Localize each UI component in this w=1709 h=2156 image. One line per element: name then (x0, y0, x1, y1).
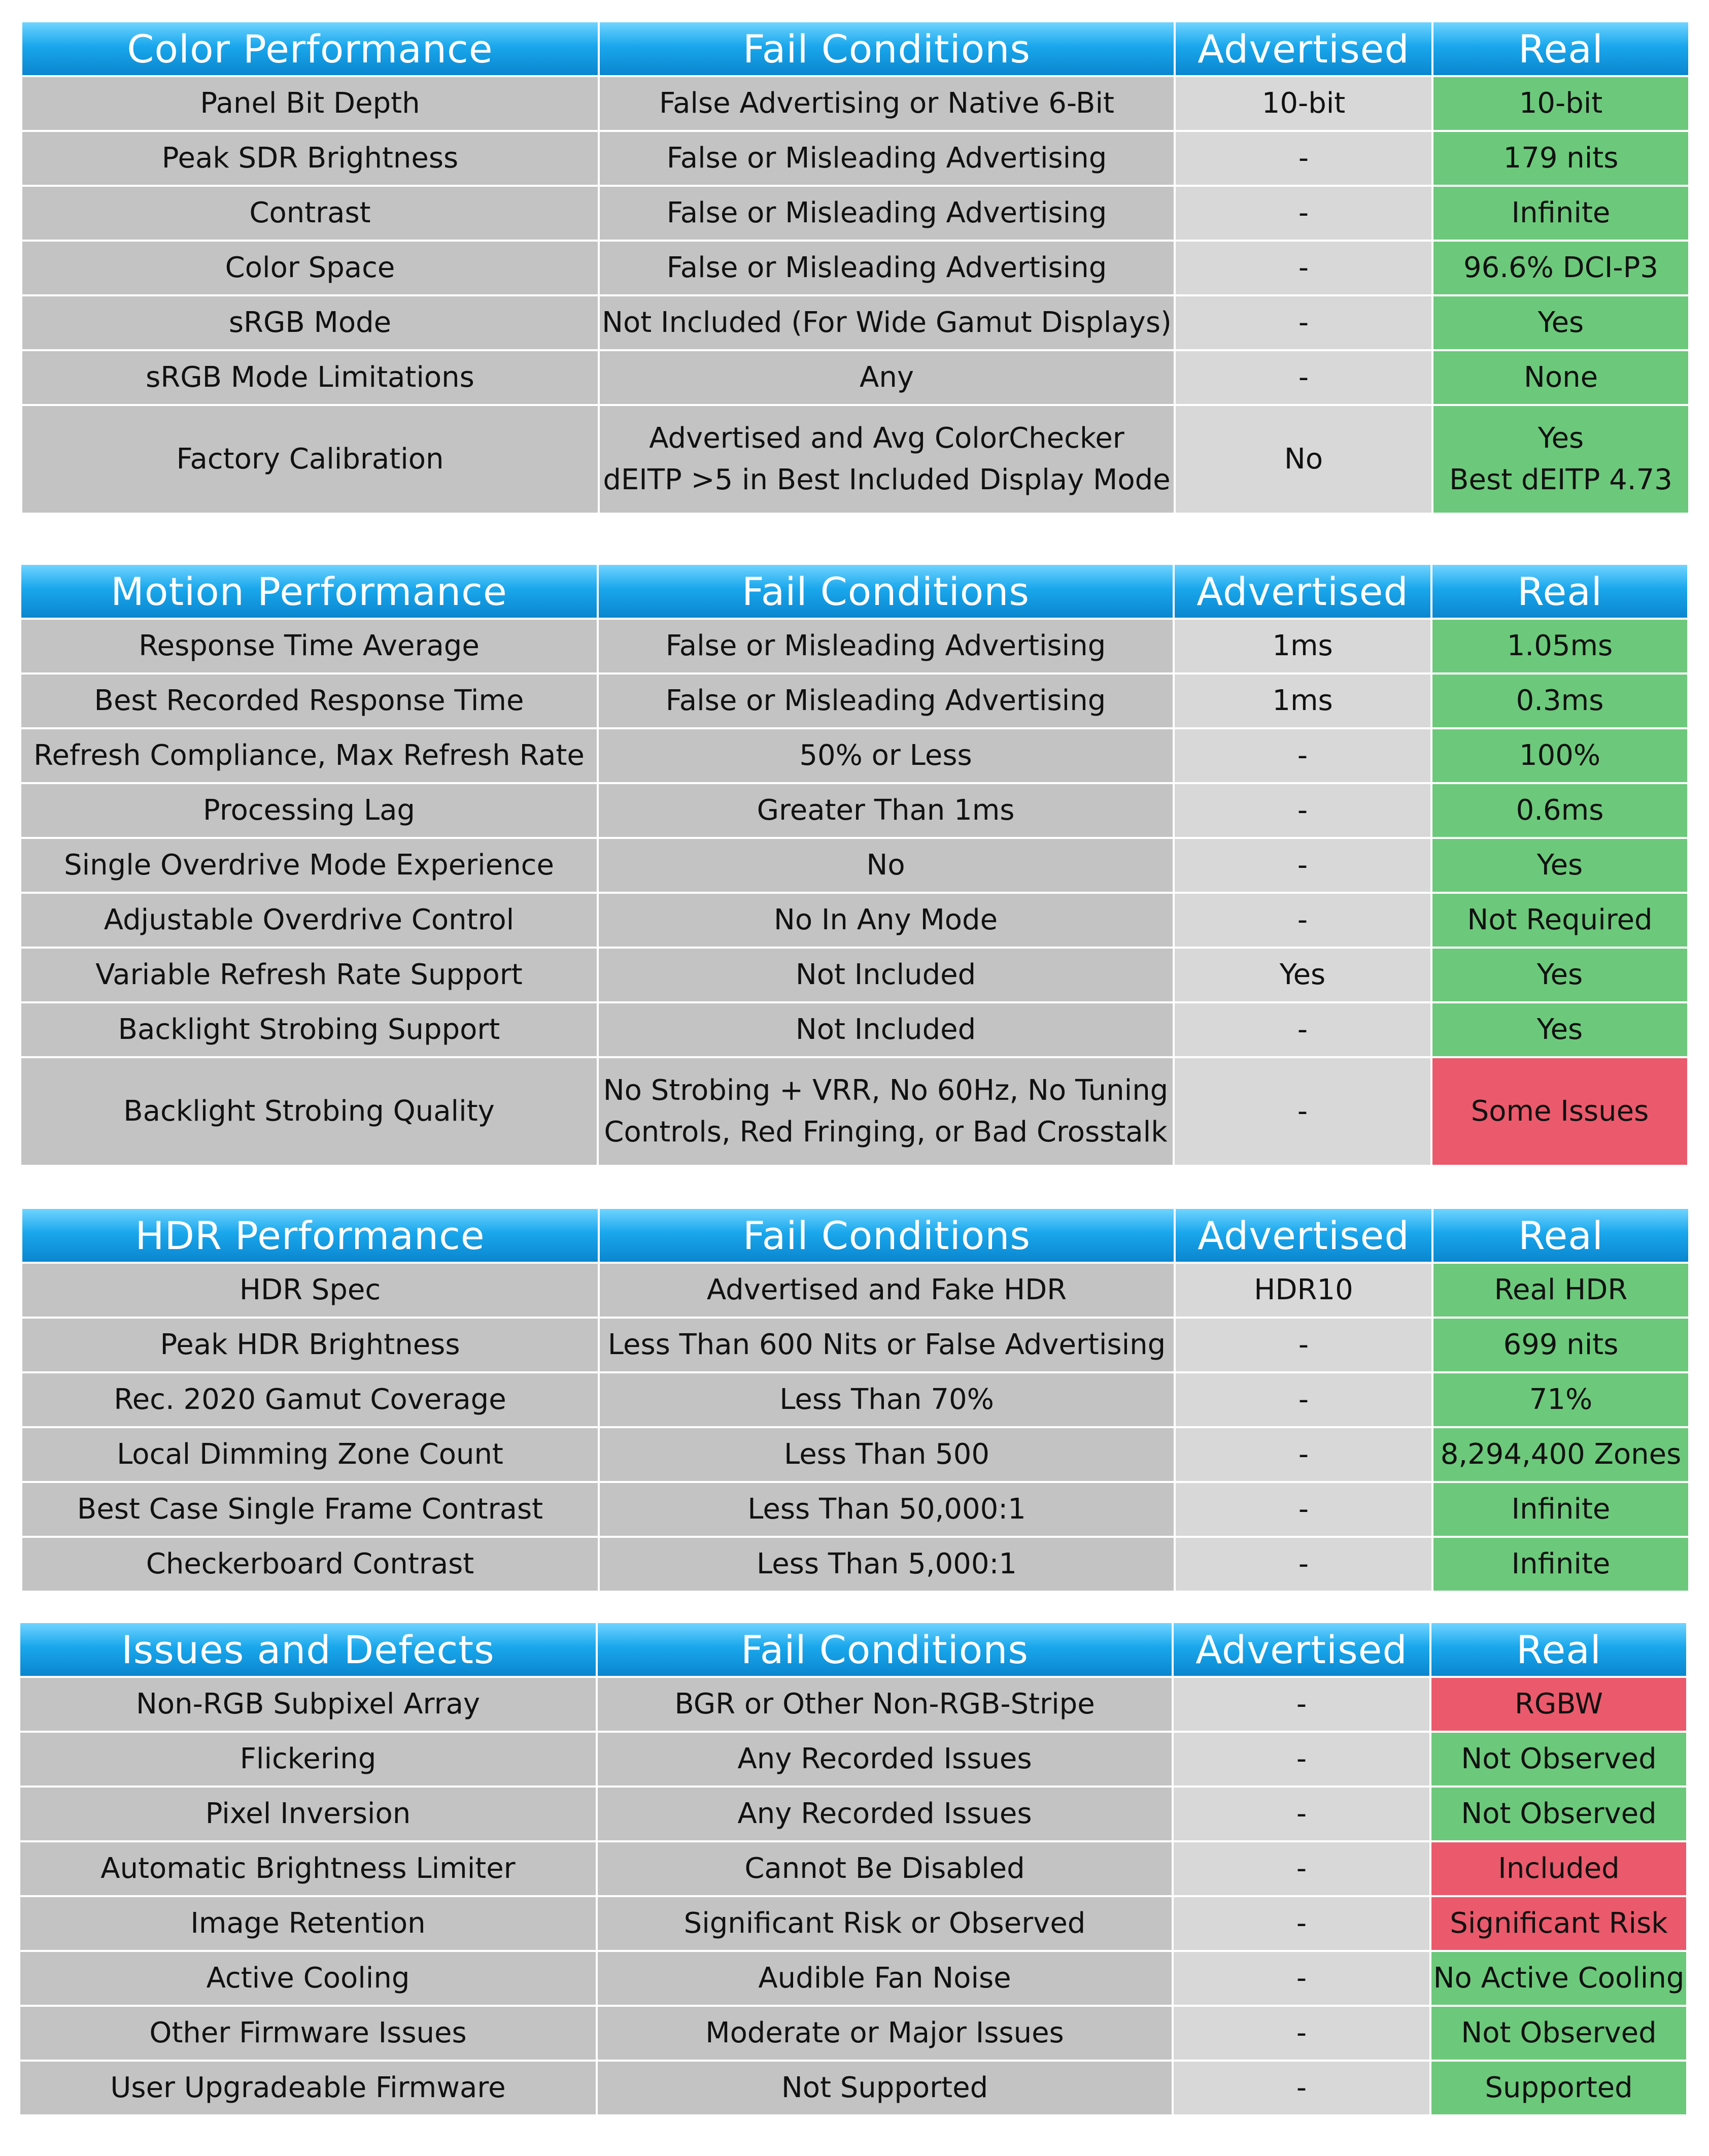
table-row (20, 893, 1688, 948)
fail-condition: Not Included (For Wide Gamut Displays) (599, 295, 1175, 350)
row-label: Backlight Strobing Quality (20, 1057, 598, 1166)
table-row (21, 186, 1689, 241)
fail-condition (599, 405, 1175, 514)
advertised-value: 1ms (1174, 673, 1431, 728)
table-row (20, 838, 1688, 893)
fail-condition: Less Than 50,000:1 (599, 1482, 1175, 1537)
advertised-value: - (1174, 1057, 1431, 1166)
table-header (19, 1622, 1687, 1677)
fail-condition: Greater Than 1ms (598, 783, 1174, 838)
row-label: Color Space (21, 241, 599, 295)
real-value: Infinite (1432, 186, 1689, 241)
advertised-value: 10-bit (1175, 76, 1432, 131)
fail-condition: No (598, 838, 1174, 893)
fail-condition: False or Misleading Advertising (599, 186, 1175, 241)
real-value: None (1432, 350, 1689, 405)
row-label: Peak SDR Brightness (21, 131, 599, 186)
advertised-value: - (1173, 2061, 1430, 2115)
table-row (21, 295, 1689, 350)
motion-performance-table (19, 563, 1689, 1167)
advertised-value: - (1175, 1537, 1432, 1592)
advertised-value: - (1173, 1841, 1430, 1896)
advertised-value: - (1173, 1677, 1430, 1732)
table-row (20, 673, 1688, 728)
fail-condition: Moderate or Major Issues (597, 2006, 1173, 2061)
row-label: Backlight Strobing Support (20, 1002, 598, 1057)
advertised-value: 1ms (1174, 619, 1431, 673)
issues-and-defects-table (18, 1621, 1688, 2116)
advertised-value: - (1173, 1787, 1430, 1841)
real-value: 699 nits (1432, 1318, 1689, 1372)
real-header: Real (1432, 21, 1689, 76)
fail-condition: Any (599, 350, 1175, 405)
fail-condition: Significant Risk or Observed (597, 1896, 1173, 1951)
table-row (19, 2061, 1687, 2115)
real-value: Yes (1431, 948, 1688, 1002)
table-row (19, 1841, 1687, 1896)
fail-condition: Less Than 500 (599, 1427, 1175, 1482)
fail-conditions-header: Fail Conditions (597, 1622, 1173, 1677)
fail-condition: Not Included (598, 1002, 1174, 1057)
row-label: Refresh Compliance, Max Refresh Rate (20, 728, 598, 783)
real-value (1432, 405, 1689, 514)
table-row (21, 1427, 1689, 1482)
row-label: Processing Lag (20, 783, 598, 838)
table-row (20, 1057, 1688, 1166)
real-value: Yes (1431, 1002, 1688, 1057)
fail-condition: False or Misleading Advertising (599, 131, 1175, 186)
row-label: sRGB Mode Limitations (21, 350, 599, 405)
row-label: HDR Spec (21, 1263, 599, 1318)
real-value: Some Issues (1431, 1057, 1688, 1166)
table-row (20, 783, 1688, 838)
advertised-value: - (1174, 728, 1431, 783)
fail-condition: 50% or Less (598, 728, 1174, 783)
real-value: Supported (1430, 2061, 1687, 2115)
row-label: Response Time Average (20, 619, 598, 673)
table-row (19, 2006, 1687, 2061)
fail-condition: No In Any Mode (598, 893, 1174, 948)
row-label: Pixel Inversion (19, 1787, 597, 1841)
table-row (19, 1677, 1687, 1732)
section-title: Motion Performance (20, 564, 598, 619)
fail-condition (598, 1057, 1174, 1166)
real-value: Included (1430, 1841, 1687, 1896)
row-label: Contrast (21, 186, 599, 241)
real-value-line-1: Yes (1537, 422, 1584, 455)
row-label: User Upgradeable Firmware (19, 2061, 597, 2115)
table-row (21, 1537, 1689, 1592)
advertised-value: - (1173, 2006, 1430, 2061)
real-value: Infinite (1432, 1482, 1689, 1537)
real-value: 179 nits (1432, 131, 1689, 186)
row-label: Flickering (19, 1732, 597, 1787)
real-value: 0.6ms (1431, 783, 1688, 838)
advertised-value: - (1175, 1427, 1432, 1482)
row-label: Peak HDR Brightness (21, 1318, 599, 1372)
advertised-value: - (1175, 1372, 1432, 1427)
advertised-value: - (1175, 1318, 1432, 1372)
row-label: Other Firmware Issues (19, 2006, 597, 2061)
table-row (19, 1896, 1687, 1951)
table-row (21, 405, 1689, 514)
advertised-value: - (1175, 350, 1432, 405)
row-label: Adjustable Overdrive Control (20, 893, 598, 948)
fail-condition: False or Misleading Advertising (598, 673, 1174, 728)
fail-condition: Any Recorded Issues (597, 1787, 1173, 1841)
fail-conditions-header: Fail Conditions (598, 564, 1174, 619)
table-header (20, 564, 1688, 619)
advertised-value: - (1174, 783, 1431, 838)
advertised-value: - (1173, 1896, 1430, 1951)
real-value: Not Observed (1430, 2006, 1687, 2061)
real-value: 10-bit (1432, 76, 1689, 131)
fail-condition: Less Than 600 Nits or False Advertising (599, 1318, 1175, 1372)
fail-condition: Less Than 5,000:1 (599, 1537, 1175, 1592)
real-header: Real (1432, 1208, 1689, 1263)
fail-condition-line-1: Advertised and Avg ColorChecker (649, 422, 1124, 455)
real-value: Yes (1431, 838, 1688, 893)
table-row (19, 1951, 1687, 2006)
fail-condition: Advertised and Fake HDR (599, 1263, 1175, 1318)
table-row (19, 1787, 1687, 1841)
real-value: Not Observed (1430, 1732, 1687, 1787)
table-header (21, 21, 1689, 76)
table-row (21, 131, 1689, 186)
fail-condition: Not Supported (597, 2061, 1173, 2115)
fail-condition-line-1: No Strobing + VRR, No 60Hz, No Tuning (603, 1074, 1169, 1107)
row-label: Variable Refresh Rate Support (20, 948, 598, 1002)
table-row (21, 1372, 1689, 1427)
advertised-header: Advertised (1175, 1208, 1432, 1263)
table-row (21, 1318, 1689, 1372)
real-value-line-2: Best dEITP 4.73 (1449, 463, 1672, 496)
fail-condition: False Advertising or Native 6-Bit (599, 76, 1175, 131)
row-label: Checkerboard Contrast (21, 1537, 599, 1592)
advertised-value: Yes (1174, 948, 1431, 1002)
fail-condition: Less Than 70% (599, 1372, 1175, 1427)
advertised-value: - (1175, 186, 1432, 241)
fail-condition-line-2: Controls, Red Fringing, or Bad Crosstalk (604, 1116, 1168, 1149)
fail-condition: Audible Fan Noise (597, 1951, 1173, 2006)
row-label: Single Overdrive Mode Experience (20, 838, 598, 893)
row-label: sRGB Mode (21, 295, 599, 350)
table-row (20, 948, 1688, 1002)
real-value: No Active Cooling (1430, 1951, 1687, 2006)
advertised-value: - (1174, 1002, 1431, 1057)
real-value: Real HDR (1432, 1263, 1689, 1318)
fail-condition: Any Recorded Issues (597, 1732, 1173, 1787)
advertised-value: HDR10 (1175, 1263, 1432, 1318)
table-row (19, 1732, 1687, 1787)
table-row (20, 1002, 1688, 1057)
real-value: Not Required (1431, 893, 1688, 948)
real-header: Real (1431, 564, 1688, 619)
advertised-header: Advertised (1173, 1622, 1430, 1677)
real-value: 96.6% DCI-P3 (1432, 241, 1689, 295)
advertised-header: Advertised (1175, 21, 1432, 76)
row-label: Automatic Brightness Limiter (19, 1841, 597, 1896)
real-value: Infinite (1432, 1537, 1689, 1592)
section-title: Color Performance (21, 21, 599, 76)
real-header: Real (1430, 1622, 1687, 1677)
real-value: RGBW (1430, 1677, 1687, 1732)
color-performance-table (20, 20, 1690, 515)
row-label: Local Dimming Zone Count (21, 1427, 599, 1482)
row-label: Active Cooling (19, 1951, 597, 2006)
real-value: Not Observed (1430, 1787, 1687, 1841)
real-value: Yes (1432, 295, 1689, 350)
table-row (21, 76, 1689, 131)
fail-conditions-header: Fail Conditions (599, 1208, 1175, 1263)
fail-condition-line-2: dEITP >5 in Best Included Display Mode (603, 463, 1171, 496)
section-title: HDR Performance (21, 1208, 599, 1263)
fail-condition: False or Misleading Advertising (598, 619, 1174, 673)
advertised-value: - (1175, 241, 1432, 295)
real-value: 100% (1431, 728, 1688, 783)
real-value: 71% (1432, 1372, 1689, 1427)
section-title: Issues and Defects (19, 1622, 597, 1677)
table-row (21, 1482, 1689, 1537)
advertised-value: - (1174, 838, 1431, 893)
table-row (21, 350, 1689, 405)
fail-condition: Not Included (598, 948, 1174, 1002)
fail-conditions-header: Fail Conditions (599, 21, 1175, 76)
row-label: Non-RGB Subpixel Array (19, 1677, 597, 1732)
table-row (20, 728, 1688, 783)
table-row (21, 1263, 1689, 1318)
table-row (21, 241, 1689, 295)
fail-condition: Cannot Be Disabled (597, 1841, 1173, 1896)
advertised-value: No (1175, 405, 1432, 514)
row-label: Image Retention (19, 1896, 597, 1951)
table-row (20, 619, 1688, 673)
row-label: Best Recorded Response Time (20, 673, 598, 728)
row-label: Rec. 2020 Gamut Coverage (21, 1372, 599, 1427)
real-value: 1.05ms (1431, 619, 1688, 673)
row-label: Panel Bit Depth (21, 76, 599, 131)
fail-condition: BGR or Other Non-RGB-Stripe (597, 1677, 1173, 1732)
real-value: Significant Risk (1430, 1896, 1687, 1951)
row-label: Factory Calibration (21, 405, 599, 514)
advertised-value: - (1173, 1732, 1430, 1787)
fail-condition: False or Misleading Advertising (599, 241, 1175, 295)
advertised-value: - (1175, 131, 1432, 186)
advertised-value: - (1173, 1951, 1430, 2006)
row-label: Best Case Single Frame Contrast (21, 1482, 599, 1537)
advertised-value: - (1175, 1482, 1432, 1537)
advertised-value: - (1175, 295, 1432, 350)
real-value: 0.3ms (1431, 673, 1688, 728)
advertised-header: Advertised (1174, 564, 1431, 619)
table-header (21, 1208, 1689, 1263)
real-value: 8,294,400 Zones (1432, 1427, 1689, 1482)
advertised-value: - (1174, 893, 1431, 948)
hdr-performance-table (20, 1207, 1690, 1593)
